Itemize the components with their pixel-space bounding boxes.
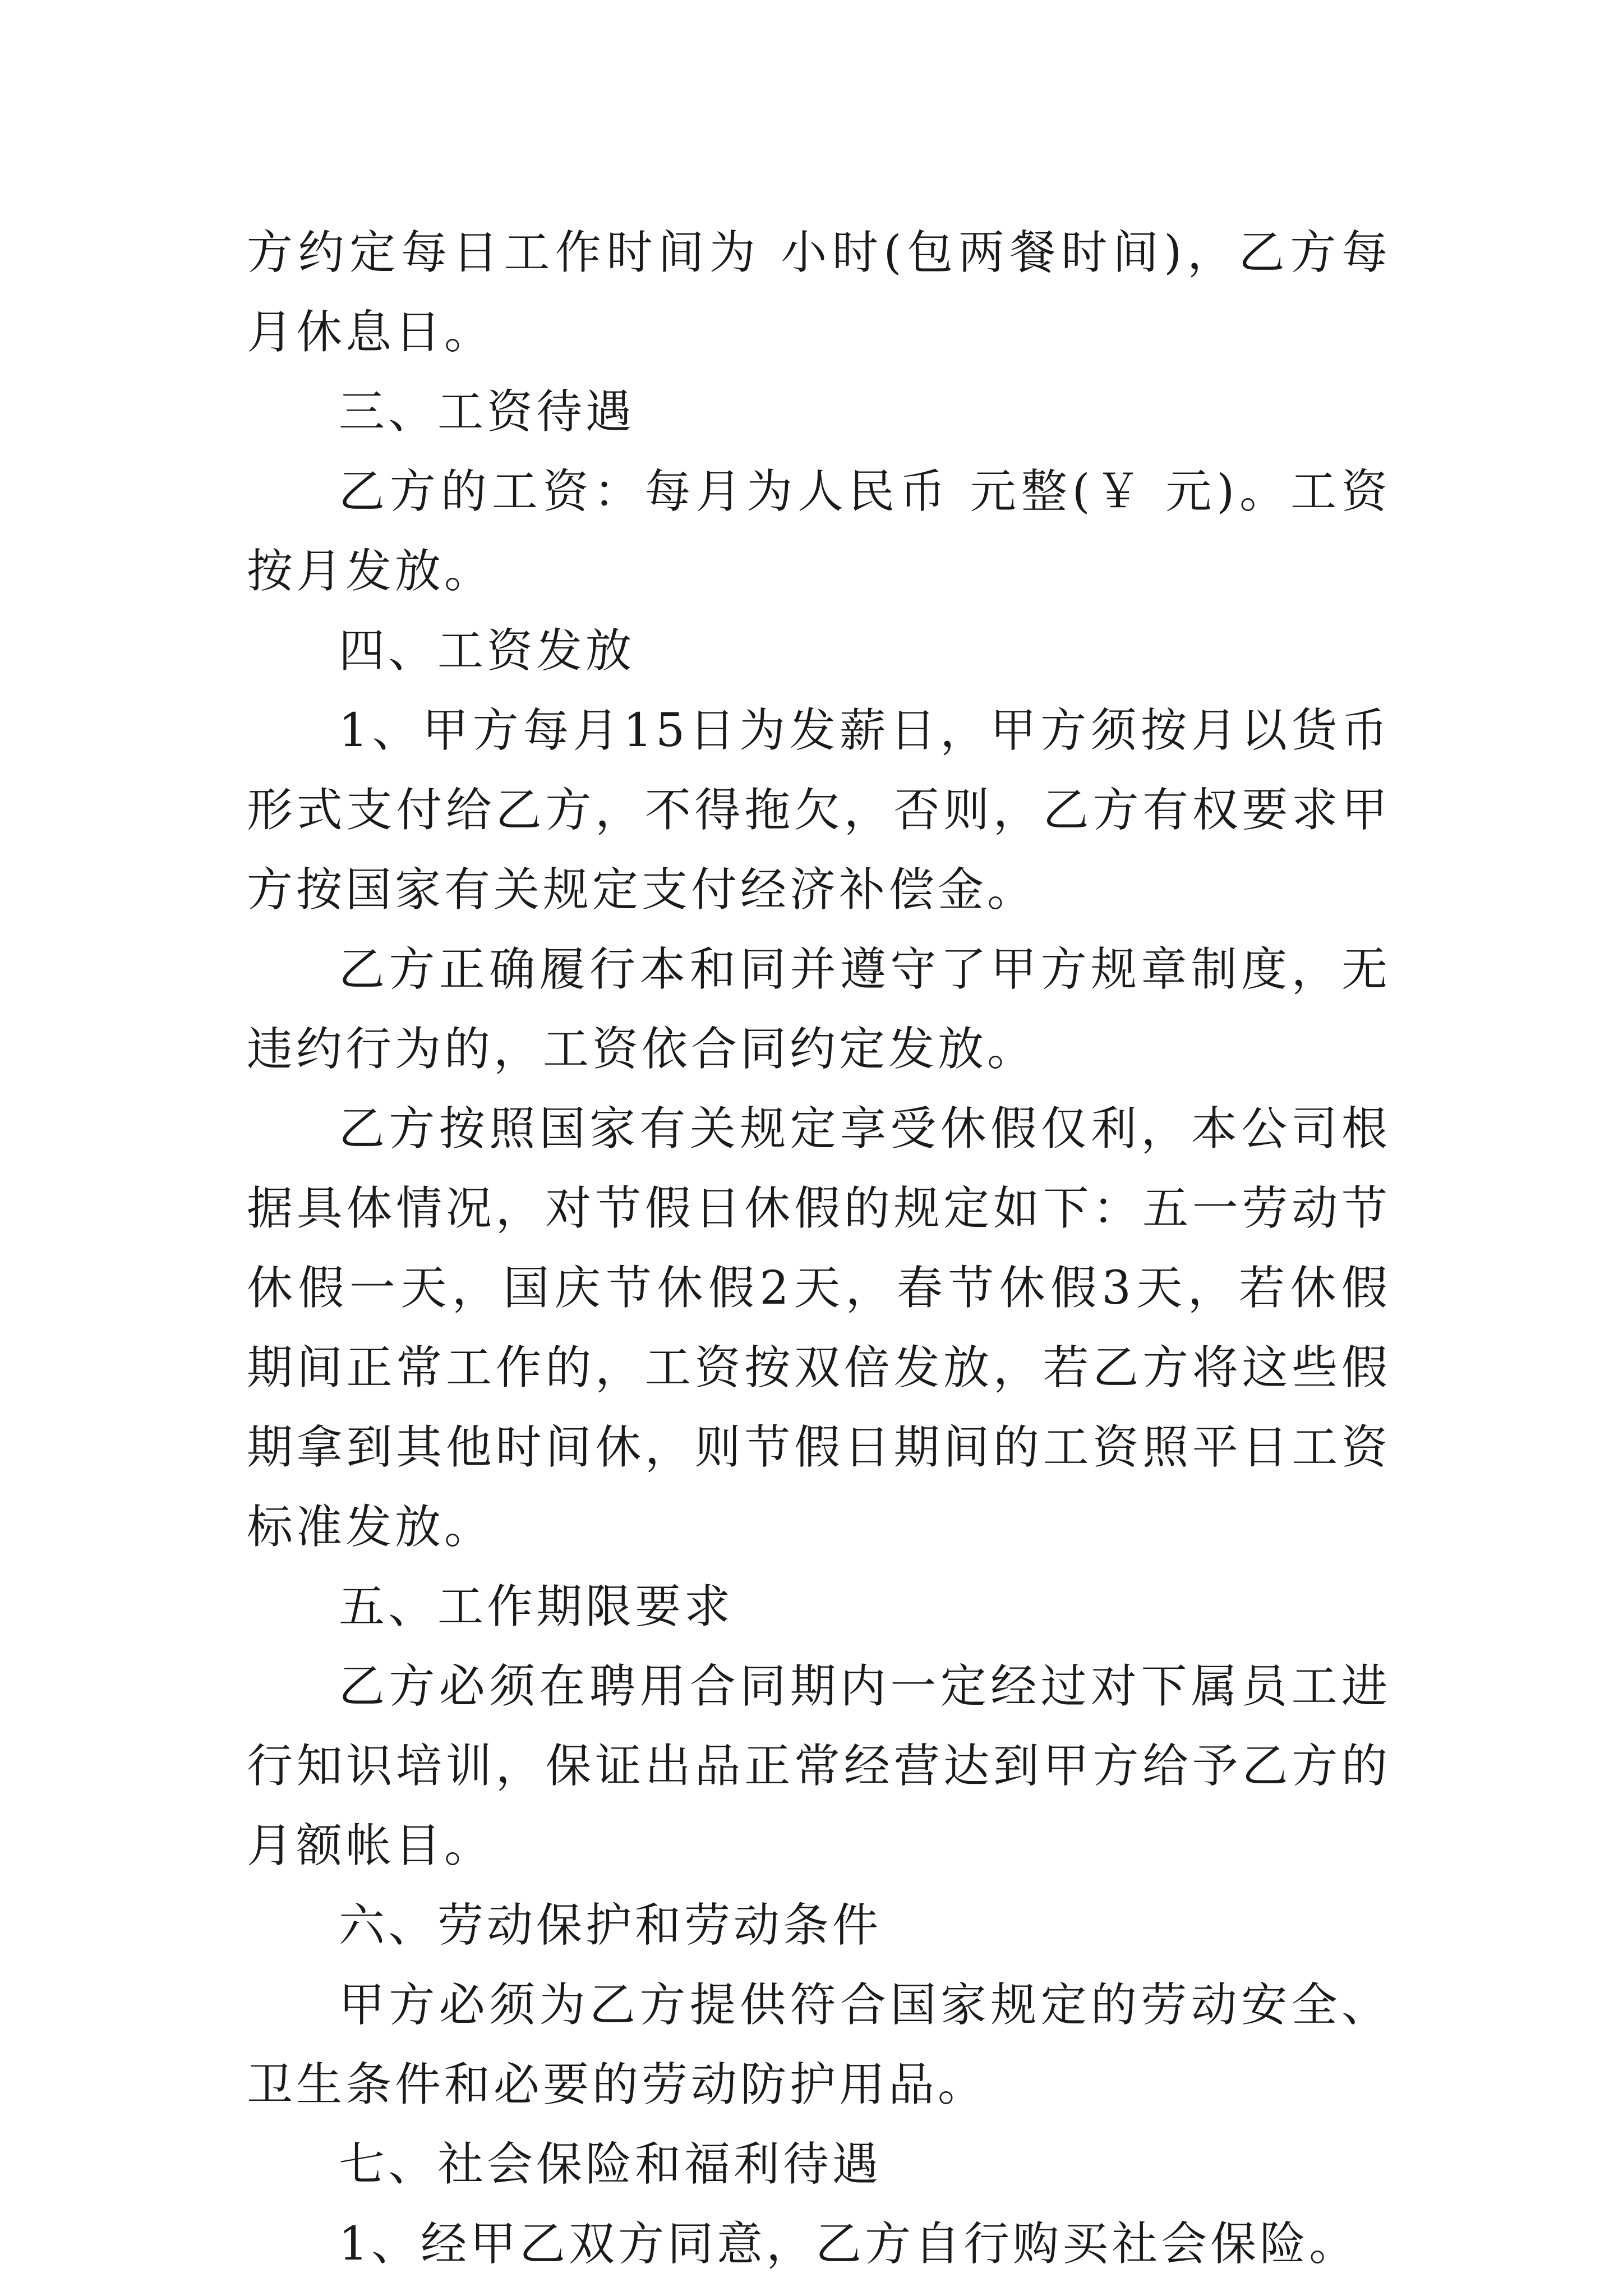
document-body [247, 213, 1391, 2284]
section-heading-salary-payment: 四、工资发放 [339, 624, 635, 678]
section-heading-work-term: 五、工作期限要求 [339, 1580, 734, 1634]
section-heading-social-insurance: 七、社会保险和福利待遇 [339, 2138, 882, 2191]
paragraph-safety-conditions: 甲方必须为乙方提供符合国家规定的劳动安全、卫生条件和必要的劳动防护用品。 [247, 1978, 1391, 2111]
section-heading-labor-protection: 六、劳动保护和劳动条件 [339, 1899, 882, 1952]
paragraph-work-hours-continued: 方约定每日工作时间为 小时(包两餐时间)，乙方每月休息日。 [247, 226, 1391, 359]
paragraph-social-insurance: 1、经甲乙双方同意，乙方自行购买社会保险。 [339, 2217, 1359, 2271]
paragraph-payday: 1、甲方每月15日为发薪日，甲方须按月以货币形式支付给乙方，不得拖欠，否则，乙方有权要求甲方按国家有关规定支付经济补偿金。 [247, 704, 1391, 917]
paragraph-holiday-policy: 乙方按照国家有关规定享受休假仅利，本公司根据具体情况，对节假日休假的规定如下：五一劳动节休假一天，国庆节休假2天，春节休假3天，若休假期间正常工作的，工资按双倍发放，若乙方将这些假期拿到其他时间休，则节假日期间的工资照平日工资标准发放。 [247, 1102, 1391, 1554]
paragraph-training-requirement: 乙方必须在聘用合同期内一定经过对下属员工进行知识培训，保证出品正常经营达到甲方给予乙方的月额帐目。 [247, 1660, 1391, 1872]
section-heading-salary: 三、工资待遇 [339, 385, 635, 439]
paragraph-salary-amount: 乙方的工资：每月为人民币 元整(￥ 元)。工资按月发放。 [247, 465, 1391, 598]
paragraph-contract-compliance: 乙方正确履行本和同并遵守了甲方规章制度，无违约行为的，工资依合同约定发放。 [247, 943, 1391, 1076]
